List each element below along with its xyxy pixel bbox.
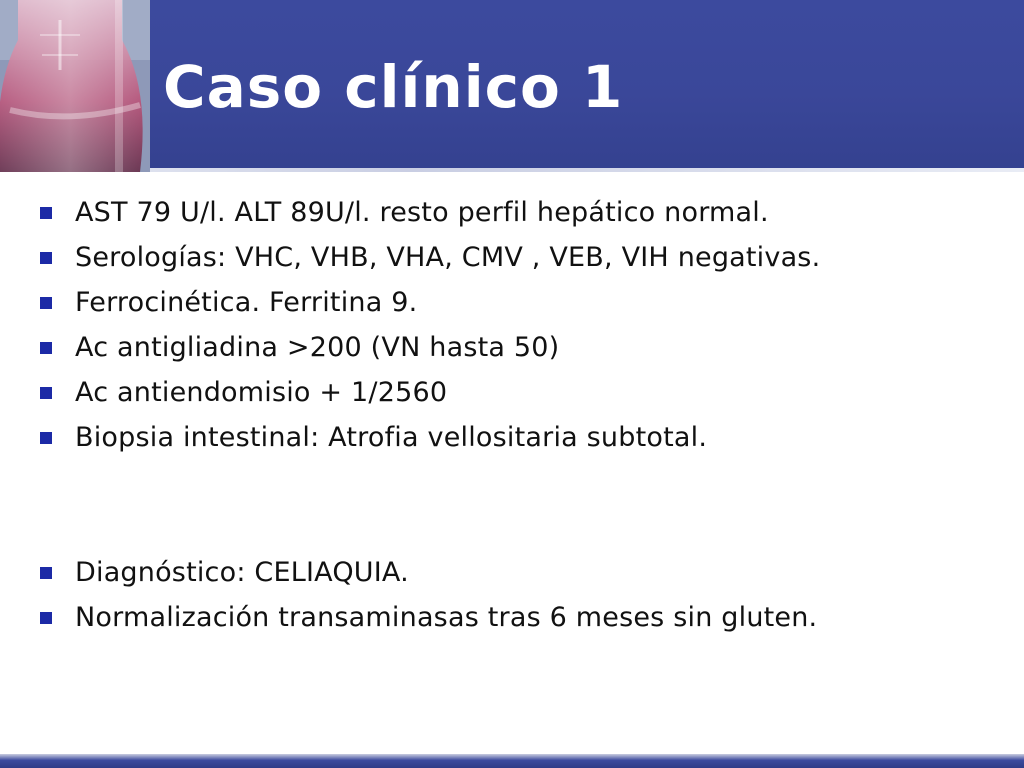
square-bullet-icon: [40, 567, 52, 579]
flask-icon: [0, 0, 150, 172]
bullet-text: Ac antigliadina >200 (VN hasta 50): [75, 332, 560, 363]
list-item: [40, 550, 1000, 595]
list-item: [40, 370, 1000, 415]
list-item: [40, 280, 1000, 325]
bullet-text: Serologías: VHC, VHB, VHA, CMV , VEB, VIH negativas.: [75, 242, 821, 273]
bullet-text: AST 79 U/l. ALT 89U/l. resto perfil hepático normal.: [75, 197, 769, 228]
flask-image: [0, 0, 150, 172]
square-bullet-icon: [40, 297, 52, 309]
bullet-text: Ac antiendomisio + 1/2560: [75, 377, 448, 408]
list-item: [40, 325, 1000, 370]
square-bullet-icon: [40, 432, 52, 444]
square-bullet-icon: [40, 612, 52, 624]
slide-title: Caso clínico 1: [163, 53, 624, 121]
square-bullet-icon: [40, 342, 52, 354]
square-bullet-icon: [40, 207, 52, 219]
footer-band: [0, 754, 1024, 768]
bullet-list: [40, 190, 1000, 640]
list-item: [40, 235, 1000, 280]
bullet-text: Biopsia intestinal: Atrofia vellositaria subtotal.: [75, 422, 708, 453]
list-item: [40, 415, 1000, 460]
list-item: [40, 595, 1000, 640]
bullet-text: Diagnóstico: CELIAQUIA.: [75, 557, 409, 588]
bullet-text: Normalización transaminasas tras 6 meses sin gluten.: [75, 602, 818, 633]
list-item: [40, 190, 1000, 235]
square-bullet-icon: [40, 387, 52, 399]
square-bullet-icon: [40, 252, 52, 264]
bullet-text: Ferrocinética. Ferritina 9.: [75, 287, 418, 318]
